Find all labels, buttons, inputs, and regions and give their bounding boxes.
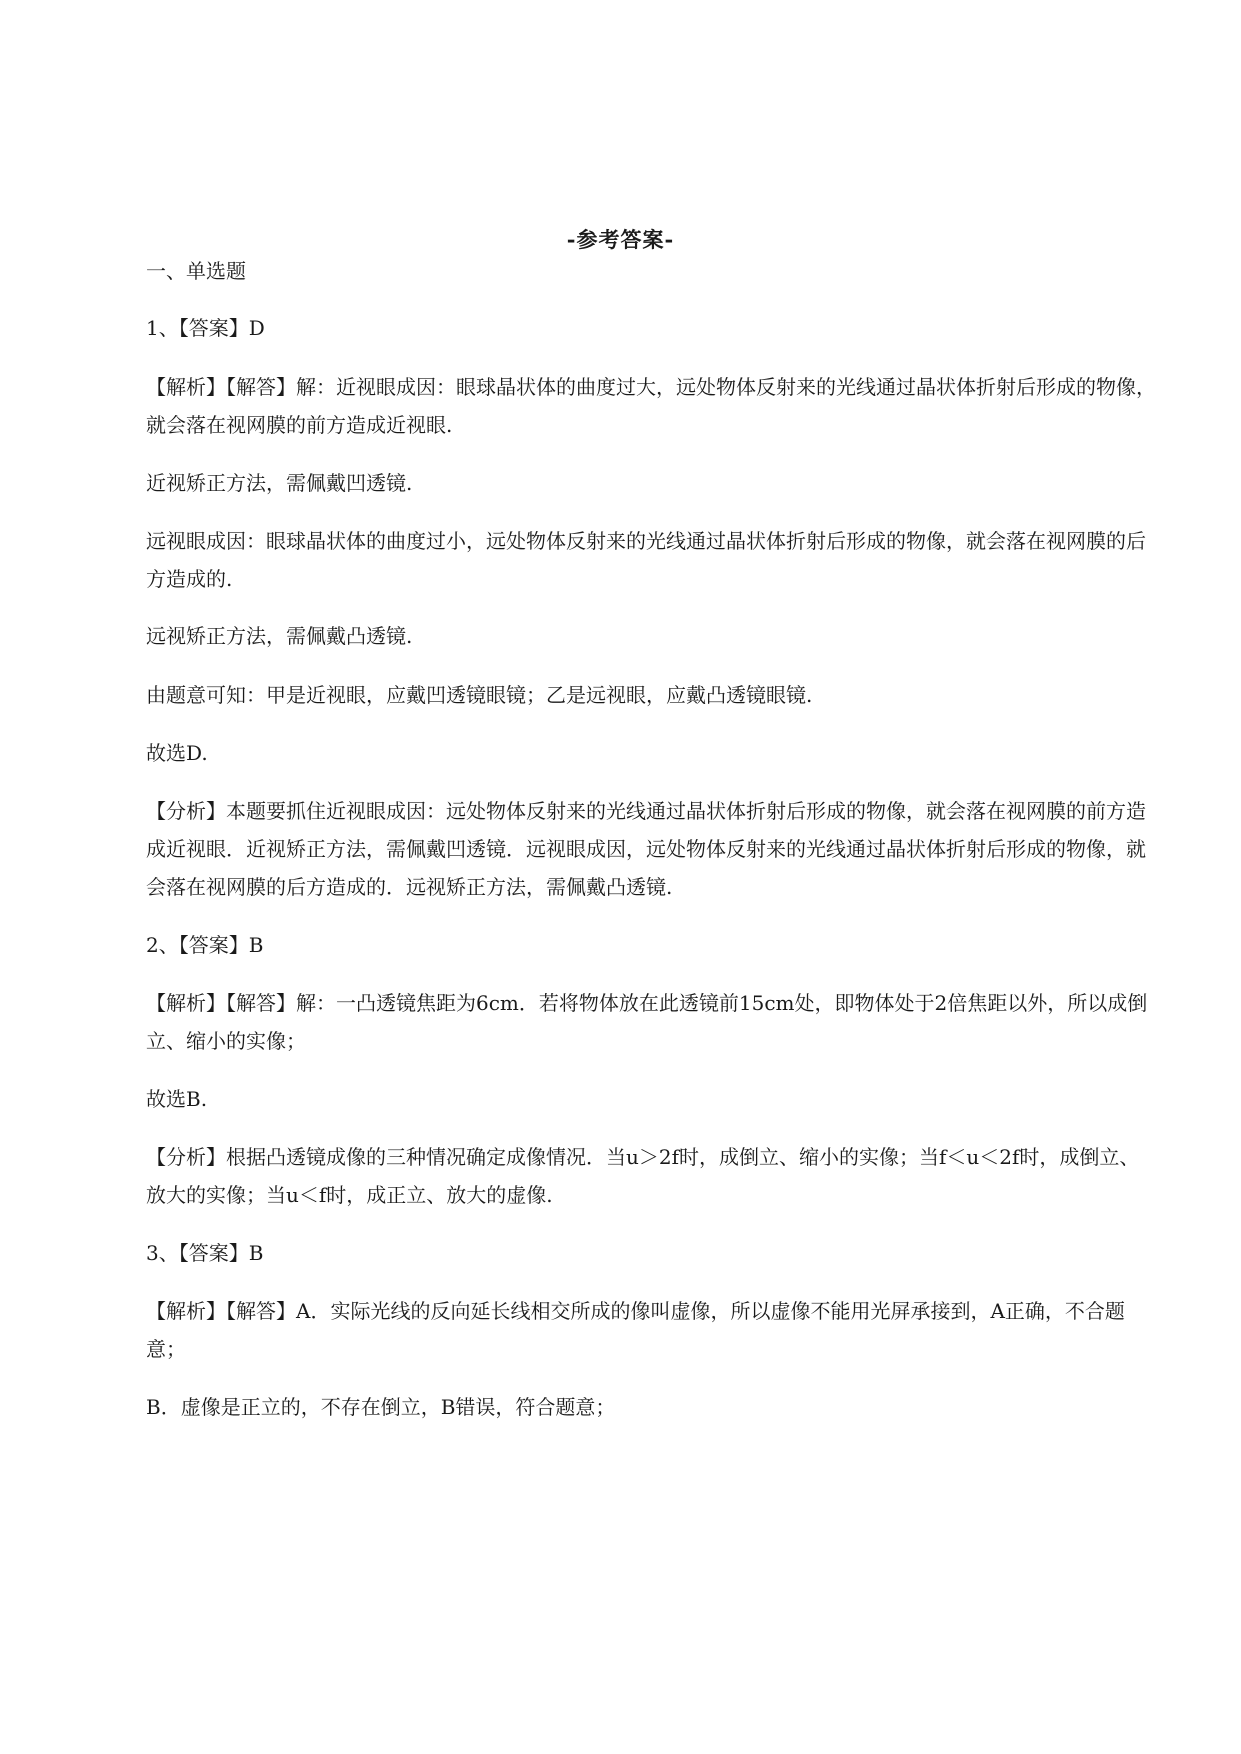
q1-analysis-5: 由题意可知：甲是近视眼，应戴凹透镜眼镜；乙是远视眼，应戴凸透镜眼镜.	[146, 683, 813, 707]
q2-conclusion: 故选B.	[146, 1087, 208, 1111]
page-title: -参考答案-	[566, 227, 675, 252]
q2-answer: 2、【答案】B	[146, 933, 264, 957]
q3-analysis-2: B．虚像是正立的，不存在倒立，B错误，符合题意；	[146, 1395, 616, 1419]
q1-fenxi: 【分析】本题要抓住近视眼成因：远处物体反射来的光线通过晶状体折射后形成的物像，就会落在视网膜的前方造成近视眼．近视矫正方法，需佩戴凹透镜．远视眼成因，远处物体反射来的光线通过晶状体折射后形成的物像，就会落在视网膜的后方造成的．远视矫正方法，需佩戴凸透镜.	[146, 799, 1146, 899]
q3-analysis-1: 【解析】【解答】A．实际光线的反向延长线相交所成的像叫虚像，所以虚像不能用光屏承接到，A正确，不合题意；	[146, 1299, 1125, 1361]
q3-answer: 3、【答案】B	[146, 1241, 264, 1265]
q1-analysis-1: 【解析】【解答】解：近视眼成因：眼球晶状体的曲度过大，远处物体反射来的光线通过晶状体折射后形成的物像，就会落在视网膜的前方造成近视眼.	[146, 375, 1156, 437]
q1-answer: 1、【答案】D	[146, 316, 265, 340]
q1-analysis-2: 近视矫正方法，需佩戴凹透镜.	[146, 471, 413, 495]
section-heading: 一、单选题	[146, 259, 246, 283]
q2-analysis-1: 【解析】【解答】解：一凸透镜焦距为6cm．若将物体放在此透镜前15cm处，即物体处于2倍焦距以外，所以成倒立、缩小的实像；	[146, 991, 1148, 1053]
q2-fenxi: 【分析】根据凸透镜成像的三种情况确定成像情况．当u＞2f时，成倒立、缩小的实像；当f＜u＜2f时，成倒立、放大的实像；当u＜f时，成正立、放大的虚像.	[146, 1145, 1140, 1207]
q1-conclusion: 故选D.	[146, 741, 208, 765]
q1-analysis-3: 远视眼成因：眼球晶状体的曲度过小，远处物体反射来的光线通过晶状体折射后形成的物像，就会落在视网膜的后方造成的.	[146, 529, 1146, 591]
q1-analysis-4: 远视矫正方法，需佩戴凸透镜.	[146, 624, 413, 648]
